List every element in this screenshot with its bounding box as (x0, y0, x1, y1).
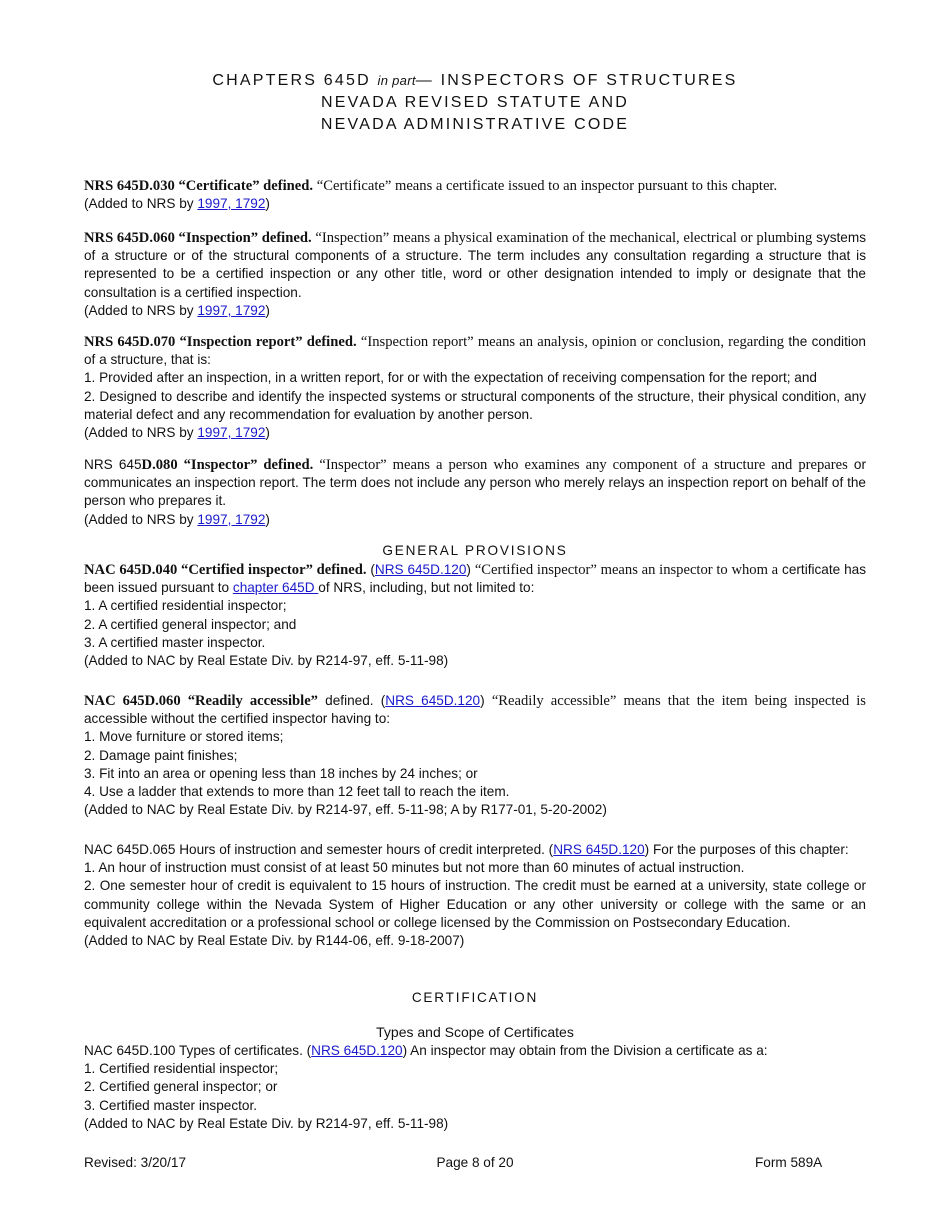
header-line-3: NEVADA ADMINISTRATIVE CODE (320, 116, 630, 133)
types-and-scope-title: Types and Scope of Certificates (376, 1024, 574, 1040)
section-nac-645d-060: NAC 645D.060 “Readily accessible” defined. (NRS 645D.120) “Readily accessible” means that the item being inspected is accessible without the certified inspector having to: 1. Move furniture or stored items; 2. Damage paint finishes; 3. Fit into an area or opening less than 18 inches by 24 inches; or 4. Use a ladder that extends to more than 12 feet tall to reach the item. (Added to NAC by Real Estate Div. by R214-97, eff. 5-11-98; A by R177-01, 5-20-2002) (84, 692, 866, 819)
section-heading: NRS 645D.030 “Certificate” defined. (84, 178, 314, 194)
list-item: 2. Designed to describe and identify the inspected systems or structural components of the structure, their physical condition, any material defect and any recommendation for evaluation by another person. (84, 388, 866, 422)
section-nrs-645d-070: NRS 645D.070 “Inspection report” defined. “Inspection report” means an analysis, opinion or conclusion, regarding the condition of a structure, that is: 1. Provided after an inspection, in a written report, for or with the expectation of receiving compensation for the report; and 2. Designed to describe and identify the inspected systems or structural components of the structure, their physical condition, any material defect and any recommendation for evaluation by another person. (Added to NRS by 1997, 1792) (84, 333, 866, 442)
nrs-reference-link[interactable]: NRS 645D.120 (553, 842, 645, 857)
section-nac-645d-100 (84, 1042, 866, 1133)
section-nrs-645d-080: NRS 645D.080 “Inspector” defined. “Inspector” means a person who examines any component of a structure and prepares or communicates an inspection report. The term does not include any person who merely relays an inspection report on behalf of the person who prepares it. (Added to NRS by 1997, 1792) (84, 456, 866, 529)
history-link[interactable]: 1997, 1792 (197, 302, 266, 318)
section-body: systems of a structure or of the structural components of a structure. The term includes any consultation regarding a structure that is represented to be a certified inspection or any other title, word or other designation intended to imply or designate that the consultation is a certified inspection. (84, 230, 866, 300)
section-heading: NRS 645D.060 “Inspection” defined. (84, 230, 312, 246)
list-item: 1. Move furniture or stored items; (84, 729, 284, 745)
list-item: 4. Use a ladder that extends to more than 12 feet tall to reach the item. (84, 784, 510, 800)
list-item: 3. Fit into an area or opening less than 18 inches by 24 inches; or (84, 765, 478, 781)
document-header (0, 70, 950, 136)
history-line: (Added to NAC by Real Estate Div. by R144-06, eff. 9-18-2007) (84, 933, 465, 949)
certification-title: CERTIFICATION (411, 990, 539, 1005)
section-heading: NAC 645D.065 Hours of instruction and semester hours of credit interpreted. ( (84, 842, 554, 857)
section-body: ) An inspector may obtain from the Division a certificate as a: (402, 1043, 768, 1058)
history-line: (Added to NRS by 1997, 1792) (84, 302, 270, 318)
history-link[interactable]: 1997, 1792 (197, 511, 266, 527)
list-item: 1. A certified residential inspector; (84, 598, 287, 614)
header-inspectors: — INSPECTORS OF STRUCTURES (415, 72, 738, 89)
list-item: 1. An hour of instruction must consist of at least 50 minutes but not more than 60 minutes of actual instruction. (84, 860, 745, 876)
nrs-reference-link[interactable]: NRS 645D.120 (385, 693, 481, 708)
header-line-1 (0, 70, 950, 92)
section-heading: NAC 645D.060 “Readily accessible” (84, 693, 318, 709)
section-nac-645d-040: NAC 645D.040 “Certified inspector” defined. (NRS 645D.120) “Certified inspector” means an inspector to whom a certificate has been issued pursuant to chapter 645D of NRS, including, but not limited to: 1. A certified residential inspector; 2. A certified general inspector; and 3. A certified master inspector. (Added to NAC by Real Estate Div. by R214-97, eff. 5-11-98) (84, 561, 866, 670)
general-provisions-title: GENERAL PROVISIONS (382, 543, 568, 558)
section-heading: NAC 645D.100 Types of certificates. ( (84, 1043, 312, 1058)
section-body: ) For the purposes of this chapter: (644, 842, 849, 857)
section-body: or communicates an inspection report. The term does not include any person who merely relays an inspection report on behalf of the person who prepares it. (84, 457, 866, 509)
history-line: (Added to NAC by Real Estate Div. by R214-97, eff. 5-11-98) (84, 653, 449, 669)
section-heading: D.080 “Inspector” defined. (141, 457, 314, 473)
header-in-part: in part (377, 73, 416, 88)
history-link[interactable]: 1997, 1792 (197, 425, 266, 441)
list-item: 3. A certified master inspector. (84, 634, 266, 650)
history-line: (Added to NRS by 1997, 1792) (84, 511, 270, 527)
list-item: 2. A certified general inspector; and (84, 616, 297, 632)
nrs-reference-link[interactable]: NRS 645D.120 (311, 1043, 403, 1058)
header-chapters: CHAPTERS 645D (212, 72, 371, 89)
section-body: “Certificate” means a certificate issued to an inspector pursuant to this chapter. (316, 178, 778, 194)
header-line-2: NEVADA REVISED STATUTE AND (321, 94, 629, 111)
nrs-reference-link[interactable]: NRS 645D.120 (374, 562, 467, 577)
section-nrs-645d-030 (84, 177, 866, 213)
footer-form-number: Form 589A (755, 1155, 823, 1170)
list-item: 1. Certified residential inspector; (84, 1061, 279, 1077)
list-item: 2. One semester hour of credit is equivalent to 15 hours of instruction. The credit must be earned at a university, state college or community college within the Nevada System of Higher Education or any other university or college with the same or an equivalent accreditation or a professional school or college licensed by the Commission on Postsecondary Education. (84, 878, 866, 930)
history-line: (Added to NRS by 1997, 1792) (84, 196, 270, 212)
section-body: the condition of a structure, that is: (84, 334, 866, 368)
list-item: 3. Certified master inspector. (84, 1097, 258, 1113)
history-line: (Added to NAC by Real Estate Div. by R214-97, eff. 5-11-98; A by R177-01, 5-20-2002) (84, 802, 607, 818)
section-nrs-645d-060: NRS 645D.060 “Inspection” defined. “Inspection” means a physical examination of the mechanical, electrical or plumbing systems of a structure or of the structural components of a structure. The term includes any consultation regarding a structure that is represented to be a certified inspection or any other title, word or other designation intended to imply or designate that the consultation is a certified inspection. (Added to NRS by 1997, 1792) (84, 229, 866, 320)
chapter-link[interactable]: chapter 645D (232, 580, 319, 596)
history-link[interactable]: 1997, 1792 (197, 196, 266, 212)
section-heading: NRS 645D.070 “Inspection report” defined. (84, 334, 357, 350)
list-item: 2. Damage paint finishes; (84, 747, 238, 763)
list-item: 2. Certified general inspector; or (84, 1079, 278, 1095)
history-line: (Added to NAC by Real Estate Div. by R214-97, eff. 5-11-98) (84, 1115, 449, 1131)
footer-revised-date: Revised: 3/20/17 (84, 1155, 187, 1170)
section-heading: NAC 645D.040 “Certified inspector” defined. (84, 562, 367, 578)
history-line: (Added to NRS by 1997, 1792) (84, 425, 270, 441)
section-nac-645d-065 (84, 841, 866, 950)
footer-page-number: Page 8 of 20 (436, 1155, 514, 1170)
section-body: accessible without the certified inspector having to: (84, 711, 391, 727)
list-item: 1. Provided after an inspection, in a written report, for or with the expectation of receiving compensation for the report; and (84, 370, 817, 386)
